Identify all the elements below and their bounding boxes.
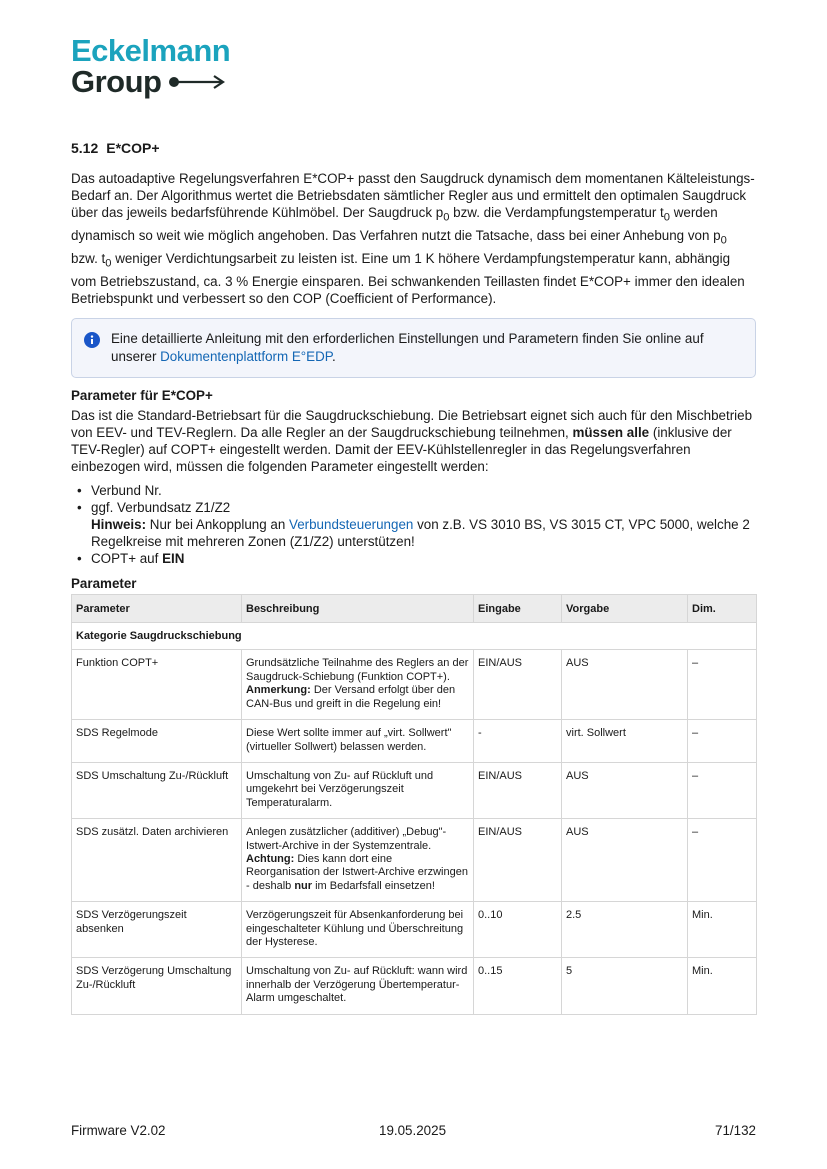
list-item: • ggf. Verbundsatz Z1/Z2 Hinweis: Nur bei Ankopplung an Verbundsteuerungen von z.B. VS 3010 BS, VS 3015 CT, VPC 5000, welche 2 Regelkreise mit mehreren Zonen (Z1/Z2) unterstützen! xyxy=(71,499,756,551)
intro-paragraph: Das autoadaptive Regelungsverfahren E*COP+ passt den Saugdruck dynamisch dem momentanen Kälteleistungs-Bedarf an. Der Algorithmus wertet die Betriebsdaten sämtlicher Regler aus und ermittelt den optimalen Saugdruck über das jeweils bedarfsführende Kühlmöbel. Der Saugdruck $p_0$ bzw. die Verdampfungstemperatur $t_0$ werden dynamisch so weit wie möglich angehoben. Das Verfahren nutzt die Tatsache, dass bei einer Anhebung von $p_0$ bzw. $t_0$ weniger Verdichtungsarbeit zu leisten ist. Eine um 1 K höhere Verdampfungstemperatur kann, abhängig vom Betriebszustand, ca. 3 % Energie einsparen. Bei schwankenden Teillasten findet E*COP+ immer den idealen Betriebspunkt und verbessert so den COP (Coefficient of Performance). xyxy=(71,171,755,307)
column-header: Dim. xyxy=(688,594,757,622)
table-header-row xyxy=(72,594,757,622)
table-heading: Parameter xyxy=(71,575,137,591)
info-icon xyxy=(84,332,100,348)
table-row: SDS zusätzl. Daten archivieren Anlegen zusätzlicher (additiver) „Debug"-Istwert-Archive in der Systemzentrale. Achtung: Dies kann dort eine Reorganisation der Istwert-Archive erzwingen - deshalb nur im Bedarfsfall einsetzen! EIN/AUS AUS – xyxy=(72,819,757,902)
info-box: Eine detaillierte Anleitung mit den erforderlichen Einstellungen und Parametern finden Sie online auf unserer Dokumentenplattform E°EDP. xyxy=(71,318,756,377)
params-paragraph: Das ist die Standard-Betriebsart für die Saugdruckschiebung. Die Betriebsart eignet sich auch für den Mischbetrieb von EEV- und TEV-Reglern. Da alle Regler an der Saugdruckschiebung teilnehmen, müssen alle (inklusive der TEV-Regler) auf COPT+ eingestellt werden. Damit der EEV-Kühlstellenregler in das Regelungsverfahren einbezogen wird, müssen die folgenden Parameter eingestellt werden: xyxy=(71,407,753,475)
verbundsteuerungen-link[interactable]: Verbundsteuerungen xyxy=(289,517,414,533)
arrow-icon xyxy=(168,74,226,90)
edp-link[interactable]: Dokumentenplattform E°EDP xyxy=(160,348,332,364)
column-header: Vorgabe xyxy=(562,594,688,622)
section-number: 5.12 xyxy=(71,140,99,156)
params-heading: Parameter für E*COP+ xyxy=(71,387,213,403)
firmware-version: Firmware V2.02 xyxy=(71,1123,166,1138)
table-row: SDS Umschaltung Zu-/Rückluft Umschaltung von Zu- auf Rückluft und umgekehrt bei Verzögerungszeit Temperaturalarm. EIN/AUS AUS – xyxy=(72,762,757,818)
list-item: • Verbund Nr. xyxy=(71,482,756,499)
company-logo xyxy=(71,33,231,99)
main-content xyxy=(71,140,756,1015)
section-title: E*COP+ xyxy=(106,140,160,156)
table-row: SDS Verzögerung Umschaltung Zu-/Rückluft Umschaltung von Zu- auf Rückluft: wann wird innerhalb der Verzögerung Übertemperatur-Alarm umgeschaltet. 0..15 5 Min. xyxy=(72,958,757,1014)
column-header: Eingabe xyxy=(474,594,562,622)
category-row: Kategorie Saugdruckschiebung xyxy=(72,623,757,650)
document-date: 19.05.2025 xyxy=(379,1123,447,1138)
parameter-table xyxy=(71,594,757,1015)
logo-line-1: Eckelmann xyxy=(71,33,231,68)
param-list xyxy=(71,482,756,568)
logo-line-2: Group xyxy=(71,64,162,99)
page-number: 71/132 xyxy=(715,1123,756,1138)
table-row: SDS Regelmode Diese Wert sollte immer auf „virt. Sollwert" (virtueller Sollwert) belassen werden. - virt. Sollwert – xyxy=(72,720,757,763)
table-row: SDS Verzögerungszeit absenken Verzögerungszeit für Absenkanforderung bei eingeschalteter Kühlung und Überschreitung der Hysterese. 0..10 2.5 Min. xyxy=(72,902,757,958)
column-header: Parameter xyxy=(72,594,242,622)
section-heading xyxy=(71,140,756,156)
column-header: Beschreibung xyxy=(242,594,474,622)
table-row: Funktion COPT+ Grundsätzliche Teilnahme des Reglers an der Saugdruck-Schiebung (Funktion COPT+). Anmerkung: Der Versand erfolgt über den CAN-Bus und greift in die Regelung ein! EIN/AUS AUS – xyxy=(72,650,757,720)
list-item: • COPT+ auf EIN xyxy=(71,550,756,567)
